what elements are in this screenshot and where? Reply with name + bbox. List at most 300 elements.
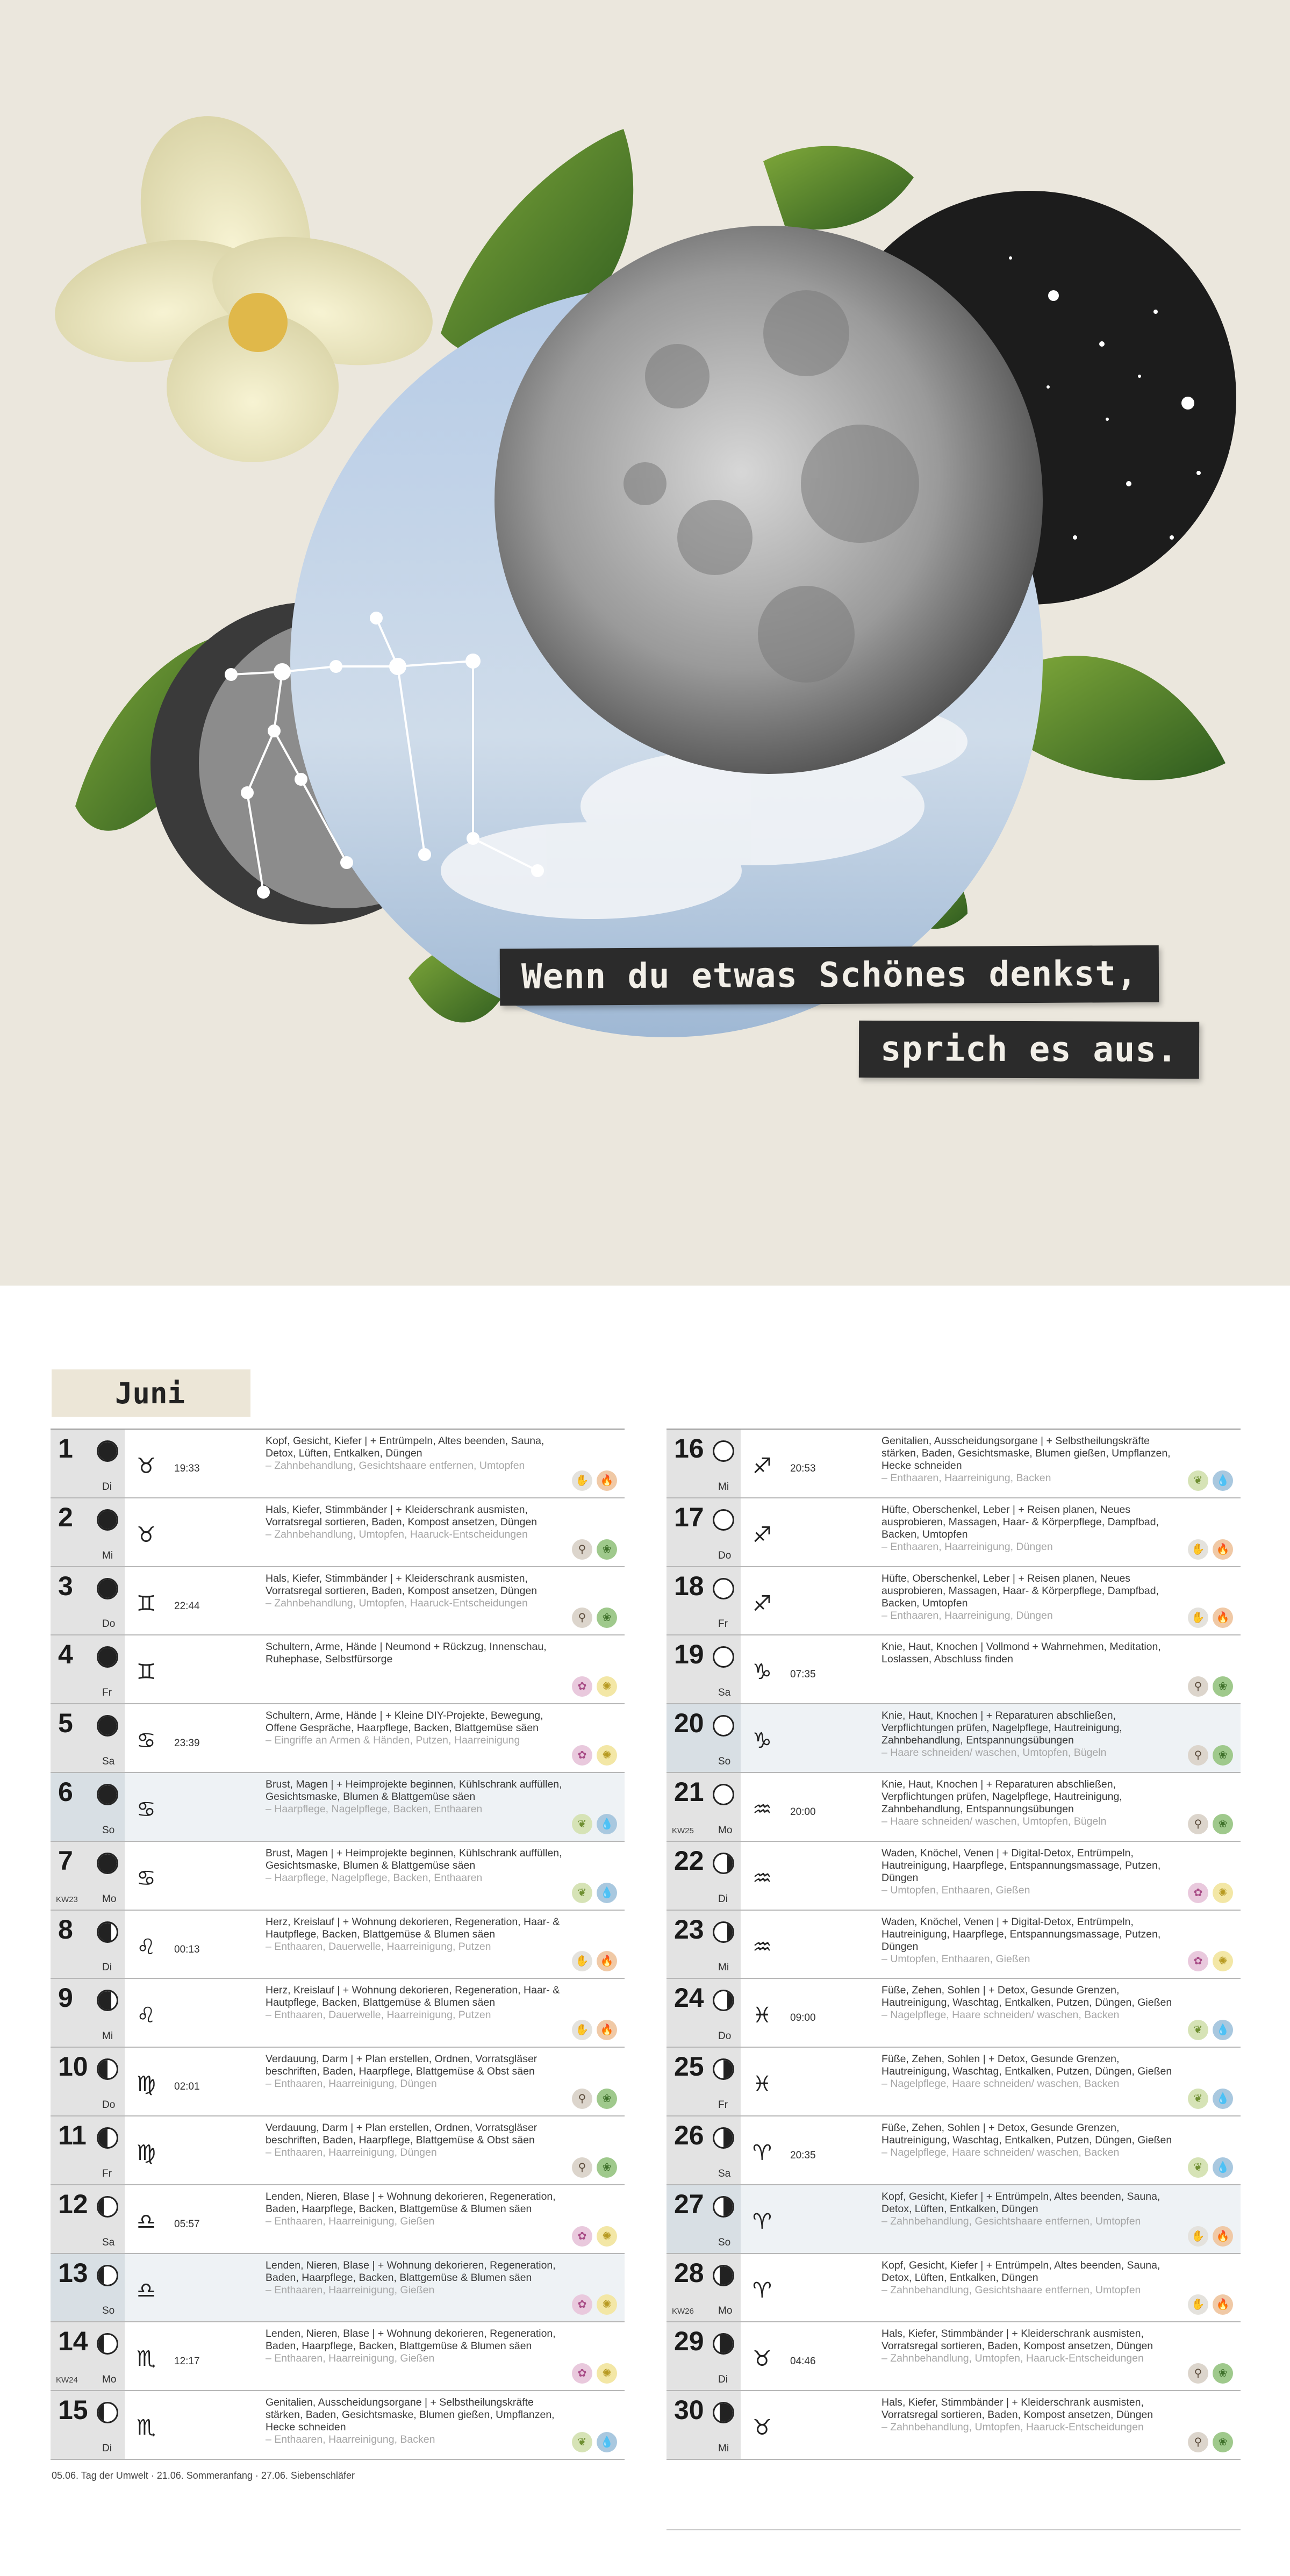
zodiac-icon: ♈ — [752, 2140, 772, 2165]
day-cell — [666, 1498, 741, 1566]
root-icon: ⚲ — [1188, 1676, 1208, 1697]
recommendations: Waden, Knöchel, Venen | + Digital-Detox, Entrümpeln, Hautreinigung, Haarpflege, Entspannungsmassage, Putzen, Düngen — [882, 1847, 1161, 1884]
day-description — [882, 1435, 1188, 1484]
zodiac-change-time: 02:01 — [174, 2081, 200, 2093]
root-icon: ⚲ — [572, 2089, 592, 2109]
day-cell — [666, 2254, 741, 2322]
day-cell — [51, 2391, 125, 2459]
leaf-icon: ❦ — [572, 2432, 592, 2452]
leaf-icon: ❦ — [572, 1883, 592, 1903]
weekday: Mo — [102, 1893, 117, 1905]
day-number: 5 — [58, 1708, 73, 1739]
element-icons — [572, 1814, 617, 1834]
zodiac-icon: ♊ — [137, 1591, 156, 1616]
avoid-list: – Enthaaren, Haarreinigung, Düngen — [266, 2078, 437, 2090]
sun-icon: ✺ — [597, 1676, 617, 1697]
flower-icon: ✿ — [572, 2294, 592, 2315]
weekday: Mi — [102, 1549, 113, 1561]
weekday: Di — [102, 1962, 112, 1974]
zodiac-icon: ♈ — [752, 2278, 772, 2303]
recommendations: Lenden, Nieren, Blase | + Wohnung dekorieren, Regeneration, Baden, Haarpflege, Backen, Blattgemüse & Blumen säen — [266, 2259, 556, 2284]
moon-phase-icon — [713, 1784, 734, 1805]
moon-phase-icon — [713, 1440, 734, 1462]
day-number: 1 — [58, 1433, 73, 1463]
avoid-list: – Umtopfen, Enthaaren, Gießen — [882, 1884, 1030, 1896]
day-row — [51, 2254, 625, 2323]
zodiac-icon: ♎ — [137, 2209, 156, 2234]
zodiac-change-time: 04:46 — [790, 2356, 816, 2367]
element-icons — [572, 2294, 617, 2315]
moon-phase-icon — [97, 1715, 118, 1737]
day-description — [266, 1916, 572, 1953]
day-description — [882, 1710, 1188, 1759]
weekday: Do — [102, 2099, 116, 2111]
hand-icon: ✋ — [1188, 1539, 1208, 1560]
day-description — [882, 1641, 1188, 1666]
day-row — [666, 2391, 1241, 2460]
calendar-week: KW24 — [56, 2376, 78, 2385]
avoid-list: – Nagelpflege, Haare schneiden/ waschen, Backen — [882, 2146, 1120, 2158]
day-row — [51, 2391, 625, 2460]
zodiac-icon: ♈ — [752, 2209, 772, 2234]
avoid-list: – Zahnbehandlung, Umtopfen, Haaruck-Entscheidungen — [882, 2352, 1144, 2365]
zodiac-change-time: 22:44 — [174, 1600, 200, 1612]
day-number: 28 — [674, 2257, 704, 2288]
avoid-list: – Umtopfen, Enthaaren, Gießen — [882, 1953, 1030, 1965]
element-icons — [1188, 2363, 1233, 2384]
hand-icon: ✋ — [572, 1951, 592, 1971]
day-description — [882, 2328, 1188, 2365]
magnolia-flower — [45, 92, 447, 462]
day-row — [51, 2185, 625, 2254]
moon-phase-icon — [713, 1578, 734, 1599]
moon-phase-icon — [713, 2402, 734, 2423]
green-icon: ❀ — [597, 1539, 617, 1560]
weekday: Fr — [718, 2099, 728, 2111]
zodiac-change-time: 09:00 — [790, 2012, 816, 2024]
element-icons — [1188, 1608, 1233, 1628]
flower-icon: ✿ — [1188, 1951, 1208, 1971]
element-icons — [1188, 1676, 1233, 1697]
day-number: 19 — [674, 1639, 704, 1670]
zodiac-change-time: 12:17 — [174, 2356, 200, 2367]
day-number: 6 — [58, 1776, 73, 1807]
element-icons — [572, 2226, 617, 2247]
day-row — [666, 1773, 1241, 1842]
recommendations: Genitalien, Ausscheidungsorgane | + Selbstheilungskräfte stärken, Baden, Gesichtsmaske, Blumen gießen, Umpflanzen, Hecke schneiden — [266, 2396, 555, 2434]
day-description — [882, 1573, 1188, 1622]
day-number: 16 — [674, 1433, 704, 1463]
fire-icon: 🔥 — [597, 1470, 617, 1491]
zodiac-icon: ♉ — [752, 2347, 772, 2372]
day-row — [666, 1911, 1241, 1979]
element-icons — [1188, 2157, 1233, 2178]
weekday: So — [718, 2236, 731, 2248]
green-icon: ❀ — [1213, 2432, 1233, 2452]
zodiac-icon: ♏ — [137, 2347, 156, 2372]
day-description — [882, 1778, 1188, 1828]
zodiac-change-time: 20:53 — [790, 1463, 816, 1474]
element-icons — [1188, 2432, 1233, 2452]
day-number: 30 — [674, 2395, 704, 2426]
day-row — [51, 1430, 625, 1498]
weekday: Di — [718, 1893, 728, 1905]
avoid-list: – Haare schneiden/ waschen, Umtopfen, Bügeln — [882, 1747, 1107, 1759]
day-description — [882, 2396, 1188, 2434]
weekday: Do — [718, 2030, 732, 2042]
calendar-column-right — [666, 1429, 1241, 2460]
weekday: Di — [718, 2374, 728, 2386]
moon-phase-icon — [713, 1990, 734, 2011]
moon-phase-icon — [97, 1921, 118, 1943]
zodiac-change-time: 00:13 — [174, 1943, 200, 1955]
day-row — [666, 2322, 1241, 2391]
moon-phase-icon — [97, 1784, 118, 1805]
zodiac-icon: ♒ — [752, 1934, 772, 1960]
moon-phase-icon — [97, 2127, 118, 2149]
zodiac-icon: ♉ — [137, 1454, 156, 1479]
day-description — [266, 1847, 572, 1884]
zodiac-icon: ♒ — [752, 1865, 772, 1891]
day-number: 24 — [674, 1983, 704, 2013]
moon-phase-icon — [97, 2196, 118, 2218]
moon-phase-icon — [97, 1578, 118, 1599]
day-description — [882, 1984, 1188, 2021]
day-number: 22 — [674, 1845, 704, 1876]
fire-icon: 🔥 — [1213, 1608, 1233, 1628]
water-icon: 💧 — [1213, 1470, 1233, 1491]
day-description — [882, 2259, 1188, 2297]
day-number: 3 — [58, 1570, 73, 1601]
day-cell — [51, 2116, 125, 2184]
weekday: Sa — [718, 1687, 731, 1699]
day-cell — [666, 2116, 741, 2184]
day-row — [51, 1773, 625, 1842]
moon-phase-icon — [713, 1715, 734, 1737]
day-description — [266, 1573, 572, 1610]
day-cell — [666, 2391, 741, 2459]
avoid-list: – Eingriffe an Armen & Händen, Putzen, Haarreinigung — [266, 1734, 520, 1747]
recommendations: Lenden, Nieren, Blase | + Wohnung dekorieren, Regeneration, Baden, Haarpflege, Backen, Blattgemüse & Blumen säen — [266, 2328, 556, 2352]
weekday: Mo — [718, 1824, 733, 1836]
zodiac-change-time: 20:35 — [790, 2149, 816, 2161]
root-icon: ⚲ — [1188, 1814, 1208, 1834]
flower-icon: ✿ — [572, 2363, 592, 2384]
day-row — [666, 2048, 1241, 2116]
element-icons — [572, 1951, 617, 1971]
element-icons — [1188, 1539, 1233, 1560]
green-icon: ❀ — [597, 2157, 617, 2178]
moon-phase-icon — [97, 2058, 118, 2080]
day-number: 8 — [58, 1914, 73, 1944]
zodiac-icon: ♐ — [752, 1454, 772, 1479]
green-icon: ❀ — [1213, 1745, 1233, 1766]
element-icons — [572, 1608, 617, 1628]
day-number: 26 — [674, 2120, 704, 2150]
recommendations: Waden, Knöchel, Venen | + Digital-Detox, Entrümpeln, Hautreinigung, Haarpflege, Entspannungsmassage, Putzen, Düngen — [882, 1915, 1161, 1953]
zodiac-icon: ♉ — [137, 1522, 156, 1547]
sun-icon: ✺ — [597, 2226, 617, 2247]
moon-phase-icon — [97, 1440, 118, 1462]
day-description — [882, 2191, 1188, 2228]
recommendations: Hüfte, Oberschenkel, Leber | + Reisen planen, Neues ausprobieren, Massagen, Haar- & Körperpflege, Dampfbad, Backen, Umtopfen — [882, 1572, 1159, 1609]
hand-icon: ✋ — [572, 1470, 592, 1491]
element-icons — [572, 1676, 617, 1697]
zodiac-icon: ♍ — [137, 2140, 156, 2165]
cover-artwork — [0, 0, 1290, 1286]
weekday: Fr — [718, 1618, 728, 1630]
zodiac-icon: ♑ — [752, 1660, 772, 1685]
weekday: Mo — [102, 2374, 117, 2386]
day-cell — [51, 2322, 125, 2390]
recommendations: Brust, Magen | + Heimprojekte beginnen, Kühlschrank auffüllen, Gesichtsmaske, Blumen & Blattgemüse säen — [266, 1778, 562, 1803]
day-cell — [51, 2185, 125, 2253]
recommendations: Verdauung, Darm | + Plan erstellen, Ordnen, Vorratsgläser beschriften, Baden, Haarpflege, Blattgemüse & Obst säen — [266, 2053, 538, 2078]
element-icons — [1188, 1470, 1233, 1491]
zodiac-icon: ♋ — [137, 1865, 156, 1891]
day-description — [266, 1710, 572, 1747]
day-cell — [51, 2048, 125, 2115]
moon-phase-icon — [713, 1646, 734, 1668]
day-row — [666, 1567, 1241, 1636]
day-number: 17 — [674, 1502, 704, 1532]
moon-phase-icon — [713, 2127, 734, 2149]
day-row — [666, 2185, 1241, 2254]
green-icon: ❀ — [597, 2089, 617, 2109]
element-icons — [1188, 1814, 1233, 1834]
element-icons — [572, 2363, 617, 2384]
recommendations: Füße, Zehen, Sohlen | + Detox, Gesunde Grenzen, Hautreinigung, Waschtag, Entkalken, Putzen, Düngen, Gießen — [882, 2053, 1172, 2078]
water-icon: 💧 — [597, 2432, 617, 2452]
weekday: Fr — [102, 2168, 112, 2179]
day-description — [266, 1984, 572, 2021]
day-row — [666, 1498, 1241, 1567]
zodiac-icon: ♐ — [752, 1522, 772, 1547]
quote-line-1: Wenn du etwas Schönes denkst, — [500, 945, 1159, 1006]
avoid-list: – Enthaaren, Haarreinigung, Düngen — [882, 1540, 1053, 1553]
element-icons — [572, 2432, 617, 2452]
zodiac-icon: ♓ — [752, 2072, 772, 2097]
weekday: So — [718, 1755, 731, 1767]
leaf-icon: ❦ — [572, 1814, 592, 1834]
zodiac-change-time: 19:33 — [174, 1463, 200, 1474]
day-description — [266, 2259, 572, 2297]
day-row — [666, 1842, 1241, 1911]
sun-icon: ✺ — [597, 1745, 617, 1766]
day-cell — [51, 2254, 125, 2322]
month-title: Juni — [52, 1369, 250, 1417]
day-row — [51, 2322, 625, 2391]
leaf-icon: ❦ — [1188, 2089, 1208, 2109]
zodiac-icon: ♐ — [752, 1591, 772, 1616]
avoid-list: – Enthaaren, Haarreinigung, Gießen — [266, 2352, 435, 2365]
element-icons — [572, 2157, 617, 2178]
moon-phase-icon — [713, 2265, 734, 2286]
element-icons — [572, 2020, 617, 2040]
avoid-list: – Zahnbehandlung, Gesichtshaare entfernen, Umtopfen — [882, 2215, 1141, 2227]
moon-phase-icon — [97, 1509, 118, 1531]
day-cell — [51, 1498, 125, 1566]
day-description — [266, 1435, 572, 1472]
day-cell — [666, 1979, 741, 2047]
avoid-list: – Nagelpflege, Haare schneiden/ waschen, Backen — [882, 2009, 1120, 2021]
moon-phase-icon — [713, 1509, 734, 1531]
avoid-list: – Zahnbehandlung, Gesichtshaare entfernen, Umtopfen — [266, 1460, 525, 1472]
moon-phase-icon — [713, 2058, 734, 2080]
moon-phase-icon — [97, 2265, 118, 2286]
day-number: 14 — [58, 2326, 88, 2357]
recommendations: Brust, Magen | + Heimprojekte beginnen, Kühlschrank auffüllen, Gesichtsmaske, Blumen & Blattgemüse säen — [266, 1847, 562, 1871]
calendar-column-left — [51, 1429, 625, 2460]
element-icons — [572, 1539, 617, 1560]
day-cell — [51, 1979, 125, 2047]
zodiac-icon: ♋ — [137, 1797, 156, 1822]
flower-icon: ✿ — [572, 1745, 592, 1766]
water-icon: 💧 — [1213, 2089, 1233, 2109]
sun-icon: ✺ — [1213, 1883, 1233, 1903]
avoid-list: – Nagelpflege, Haare schneiden/ waschen, Backen — [882, 2078, 1120, 2090]
calendar-week: KW26 — [672, 2307, 694, 2316]
water-icon: 💧 — [597, 1814, 617, 1834]
recommendations: Hals, Kiefer, Stimmbänder | + Kleiderschrank ausmisten, Vorratsregal sortieren, Baden, Kompost ansetzen, Düngen — [882, 2328, 1153, 2352]
avoid-list: – Enthaaren, Haarreinigung, Gießen — [266, 2284, 435, 2296]
weekday: Fr — [102, 1687, 112, 1699]
day-row — [51, 1911, 625, 1979]
recommendations: Verdauung, Darm | + Plan erstellen, Ordnen, Vorratsgläser beschriften, Baden, Haarpflege, Blattgemüse & Obst säen — [266, 2121, 538, 2146]
zodiac-icon: ♌ — [137, 2003, 156, 2028]
element-icons — [572, 1745, 617, 1766]
leaf-icon: ❦ — [1188, 2157, 1208, 2178]
avoid-list: – Zahnbehandlung, Gesichtshaare entfernen, Umtopfen — [882, 2284, 1141, 2296]
recommendations: Hals, Kiefer, Stimmbänder | + Kleiderschrank ausmisten, Vorratsregal sortieren, Baden, Kompost ansetzen, Düngen — [266, 1572, 538, 1597]
weekday: Mo — [718, 2305, 733, 2317]
fire-icon: 🔥 — [1213, 2226, 1233, 2247]
recommendations: Füße, Zehen, Sohlen | + Detox, Gesunde Grenzen, Hautreinigung, Waschtag, Entkalken, Putzen, Düngen, Gießen — [882, 1984, 1172, 2009]
day-row — [51, 1704, 625, 1773]
day-number: 10 — [58, 2051, 88, 2082]
day-cell — [666, 1842, 741, 1910]
flower-icon: ✿ — [1188, 1883, 1208, 1903]
root-icon: ⚲ — [572, 2157, 592, 2178]
recommendations: Knie, Haut, Knochen | Vollmond + Wahrnehmen, Meditation, Loslassen, Abschluss finden — [882, 1641, 1161, 1666]
hand-icon: ✋ — [572, 2020, 592, 2040]
moon-phase-icon — [97, 2333, 118, 2355]
day-cell — [51, 1842, 125, 1910]
day-row — [51, 1498, 625, 1567]
day-description — [266, 2396, 572, 2446]
weekday: Mi — [718, 1962, 729, 1974]
day-cell — [51, 1704, 125, 1772]
root-icon: ⚲ — [1188, 2363, 1208, 2384]
moon-phase-icon — [97, 2402, 118, 2423]
recommendations: Knie, Haut, Knochen | + Reparaturen abschließen, Verpflichtungen prüfen, Nagelpflege, Hautreinigung, Zahnbehandlung, Entspannungsübungen — [882, 1710, 1122, 1747]
day-cell — [666, 1430, 741, 1497]
day-number: 29 — [674, 2326, 704, 2357]
day-description — [882, 1916, 1188, 1965]
day-description — [266, 1778, 572, 1816]
zodiac-icon: ♍ — [137, 2072, 156, 2097]
hand-icon: ✋ — [1188, 1608, 1208, 1628]
weekday: Mi — [718, 1481, 729, 1492]
day-cell — [51, 1567, 125, 1635]
day-cell — [51, 1430, 125, 1497]
weekday: Mi — [102, 2030, 113, 2042]
day-row — [666, 1430, 1241, 1498]
fire-icon: 🔥 — [597, 2020, 617, 2040]
day-description — [882, 2053, 1188, 2090]
avoid-list: – Zahnbehandlung, Umtopfen, Haaruck-Entscheidungen — [882, 2421, 1144, 2434]
recommendations: Knie, Haut, Knochen | + Reparaturen abschließen, Verpflichtungen prüfen, Nagelpflege, Hautreinigung, Zahnbehandlung, Entspannungsübungen — [882, 1778, 1122, 1815]
root-icon: ⚲ — [1188, 1745, 1208, 1766]
recommendations: Genitalien, Ausscheidungsorgane | + Selbstheilungskräfte stärken, Baden, Gesichtsmaske, Blumen gießen, Umpflanzen, Hecke schneiden — [882, 1435, 1171, 1472]
recommendations: Kopf, Gesicht, Kiefer | + Entrümpeln, Altes beenden, Sauna, Detox, Lüften, Entkalken, Düngen — [882, 2190, 1160, 2215]
day-row — [51, 2048, 625, 2116]
moon-phase-icon — [713, 2196, 734, 2218]
day-cell — [51, 1911, 125, 1978]
water-icon: 💧 — [1213, 2020, 1233, 2040]
weekday: Mi — [718, 2442, 729, 2454]
day-row — [51, 1635, 625, 1704]
day-cell — [666, 2322, 741, 2390]
zodiac-change-time: 20:00 — [790, 1806, 816, 1818]
green-icon: ❀ — [597, 1608, 617, 1628]
weekday: Do — [718, 1549, 732, 1561]
avoid-list: – Enthaaren, Haarreinigung, Backen — [266, 2434, 435, 2446]
fire-icon: 🔥 — [1213, 2294, 1233, 2315]
day-number: 21 — [674, 1776, 704, 1807]
day-description — [266, 2053, 572, 2090]
element-icons — [1188, 2226, 1233, 2247]
day-description — [882, 1847, 1188, 1897]
recommendations: Hals, Kiefer, Stimmbänder | + Kleiderschrank ausmisten, Vorratsregal sortieren, Baden, Kompost ansetzen, Düngen — [266, 1503, 538, 1528]
green-icon: ❀ — [1213, 1814, 1233, 1834]
element-icons — [1188, 1745, 1233, 1766]
moon-phase-icon — [97, 1853, 118, 1874]
day-number: 9 — [58, 1983, 73, 2013]
sun-icon: ✺ — [597, 2294, 617, 2315]
hand-icon: ✋ — [1188, 2294, 1208, 2315]
flower-icon: ✿ — [572, 1676, 592, 1697]
weekday: Do — [102, 1618, 116, 1630]
root-icon: ⚲ — [572, 1539, 592, 1560]
element-icons — [572, 2089, 617, 2109]
root-icon: ⚲ — [1188, 2432, 1208, 2452]
day-description — [882, 1504, 1188, 1553]
zodiac-icon: ♑ — [752, 1728, 772, 1754]
recommendations: Herz, Kreislauf | + Wohnung dekorieren, Regeneration, Haar- & Hautpflege, Backen, Blattgemüse & Blumen säen — [266, 1915, 560, 1940]
flower-icon: ✿ — [572, 2226, 592, 2247]
element-icons — [1188, 1951, 1233, 1971]
fire-icon: 🔥 — [1213, 1539, 1233, 1560]
day-row — [666, 2254, 1241, 2323]
zodiac-icon: ♊ — [137, 1660, 156, 1685]
day-description — [266, 2328, 572, 2365]
hand-icon: ✋ — [1188, 2226, 1208, 2247]
zodiac-change-time: 07:35 — [790, 1669, 816, 1681]
recommendations: Hüfte, Oberschenkel, Leber | + Reisen planen, Neues ausprobieren, Massagen, Haar- & Körperpflege, Dampfbad, Backen, Umtopfen — [882, 1503, 1159, 1540]
element-icons — [1188, 1883, 1233, 1903]
element-icons — [1188, 2089, 1233, 2109]
day-number: 20 — [674, 1708, 704, 1739]
collage-illustration — [0, 0, 1290, 1286]
moon-phase-icon — [97, 1646, 118, 1668]
day-row — [51, 1979, 625, 2048]
weekday: Sa — [718, 2168, 731, 2179]
day-number: 13 — [58, 2257, 88, 2288]
day-row — [666, 1979, 1241, 2048]
recommendations: Kopf, Gesicht, Kiefer | + Entrümpeln, Altes beenden, Sauna, Detox, Lüften, Entkalken, Düngen — [882, 2259, 1160, 2284]
day-number: 15 — [58, 2395, 88, 2426]
